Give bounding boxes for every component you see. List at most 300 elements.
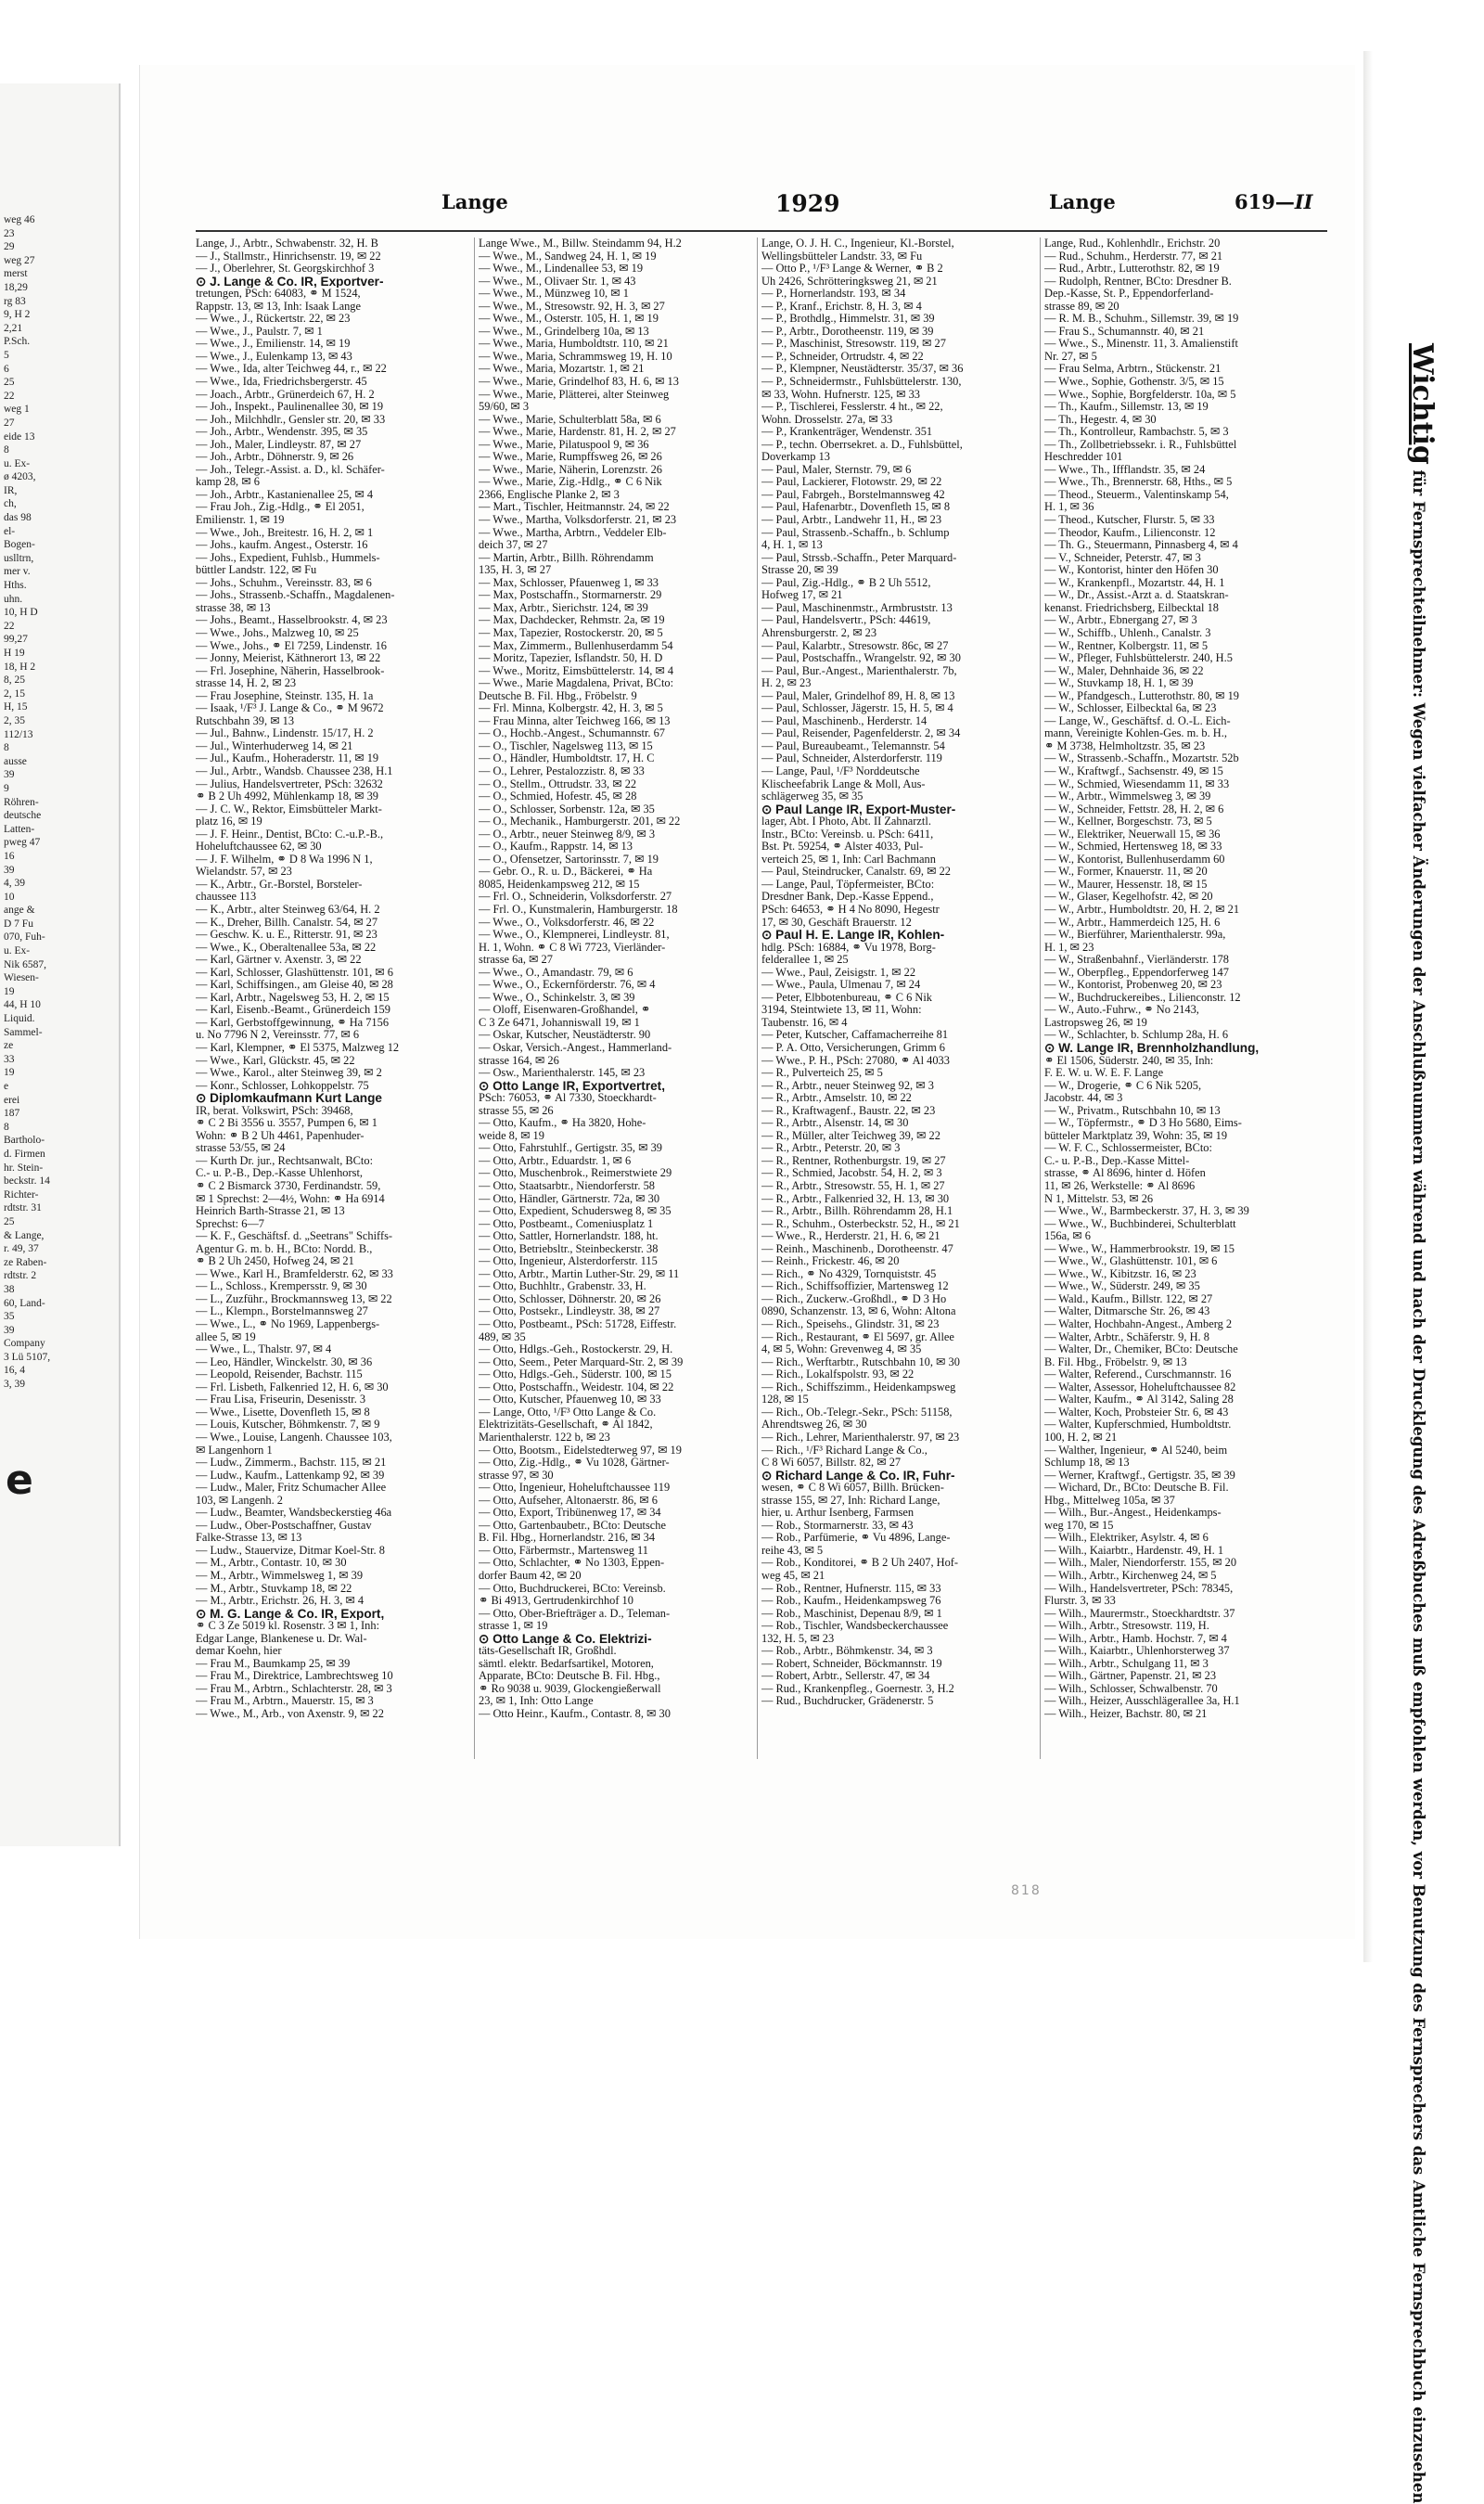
directory-entry: H. 1, ✉ 36 bbox=[1044, 501, 1094, 514]
directory-entry: — W., Arbtr., Ebnergang 27, ✉ 3 bbox=[1044, 614, 1197, 627]
directory-entry: — M., Arbtr., Stuvkamp 18, ✉ 22 bbox=[196, 1582, 352, 1595]
notice-body: für Fernsprechteilnehmer: Wegen vielfacher Änderungen der Anschlußnummern während und nach der Drucklegung des Adreßbuches muß empfohlen werden, vor Benutzung des Fernsprechers das Amtliche Fernsprechbuch einzusehen bbox=[1410, 469, 1427, 2504]
directory-entry: 103, ✉ Langenh. 2 bbox=[196, 1494, 284, 1507]
directory-entry: IR, berat. Volkswirt, PSch: 39468, bbox=[196, 1104, 353, 1117]
directory-entry: — P., Hornerlandstr. 193, ✉ 34 bbox=[761, 288, 906, 301]
directory-entry: — Isaak, ¹/F³ J. Lange & Co., ⚭ M 9672 bbox=[196, 702, 384, 715]
previous-page-fragment: ze Raben- bbox=[4, 1256, 47, 1268]
directory-entry: — Otto, Betriebsltr., Steinbeckerstr. 38 bbox=[479, 1242, 659, 1255]
directory-entry: — Lange, Paul, ¹/F³ Norddeutsche bbox=[761, 764, 920, 777]
directory-entry: Flurstr. 3, ✉ 33 bbox=[1044, 1595, 1116, 1608]
directory-entry: — W., Pfleger, Fuhlsbüttelerstr. 240, H.5 bbox=[1044, 652, 1233, 665]
directory-entry: 11, ✉ 26, Werkstelle: ⚭ Al 8696 bbox=[1044, 1180, 1196, 1193]
directory-entry: — Peter, Elbbotenbureau, ⚭ C 6 Nik bbox=[761, 991, 933, 1004]
directory-entry: — Geschw. K. u. E., Ritterstr. 91, ✉ 23 bbox=[196, 929, 377, 942]
directory-entry: — Wwe., J., Emilienstr. 14, ✉ 19 bbox=[196, 338, 351, 351]
directory-entry: — Lange, Paul, Töpfermeister, BCto: bbox=[761, 878, 935, 891]
directory-entry: — Wwe., Marie, Zig.-Hdlg., ⚭ C 6 Nik bbox=[479, 476, 662, 489]
previous-page-fragment: 25 bbox=[4, 1215, 15, 1227]
previous-page-fragment: 070, Fuh- bbox=[4, 931, 45, 944]
header-page-number: 619—II bbox=[1235, 190, 1313, 213]
directory-entry: — Kurth Dr. jur., Rechtsanwalt, BCto: bbox=[196, 1154, 374, 1167]
directory-entry: — Wwe., Marie, Hardenstr. 81, H. 2, ✉ 27 bbox=[479, 426, 676, 439]
directory-entry: — Otto, Kaufm., ⚭ Ha 3820, Hohe- bbox=[479, 1117, 646, 1130]
directory-entry: — P., Krankenträger, Wendenstr. 351 bbox=[761, 426, 933, 439]
directory-entry: — Wwe., Marie Magdalena, Privat, BCto: bbox=[479, 677, 674, 690]
directory-entry: strasse 164, ✉ 26 bbox=[479, 1054, 559, 1067]
directory-entry: — Wilh., Maler, Niendorferstr. 155, ✉ 20 bbox=[1044, 1557, 1237, 1570]
directory-entry: — Rud., Arbtr., Lutterothstr. 82, ✉ 19 bbox=[1044, 263, 1220, 276]
directory-entry: — Wwe., Karol., alter Steinweg 39, ✉ 2 bbox=[196, 1067, 382, 1080]
directory-entry: weg 45, ✉ 21 bbox=[761, 1569, 825, 1582]
directory-entry: — Rich., Speisehs., Glindstr. 31, ✉ 23 bbox=[761, 1318, 940, 1331]
directory-entry: — O., Lehrer, Pestalozzistr. 8, ✉ 33 bbox=[479, 764, 645, 777]
directory-entry: — Otto, Ingenieur, Hoheluftchaussee 119 bbox=[479, 1482, 671, 1495]
directory-entry: — Otto, Staatsarbtr., Niendorferstr. 58 bbox=[479, 1180, 655, 1193]
directory-entry: — Rich., Zuckerw.-Großhdl., ⚭ D 3 Ho bbox=[761, 1292, 947, 1305]
directory-entry: — Paul, Fabrgeh., Borstelmannsweg 42 bbox=[761, 488, 945, 501]
directory-entry: — W., Schmied, Wiesendamm 11, ✉ 33 bbox=[1044, 777, 1230, 790]
directory-entry: — Wwe., M., Osterstr. 105, H. 1, ✉ 19 bbox=[479, 313, 659, 326]
directory-entry: C.- u. P.-B., Dep.-Kasse Mittel- bbox=[1044, 1154, 1190, 1167]
directory-entry: — Rud., Schuhm., Herderstr. 77, ✉ 21 bbox=[1044, 250, 1223, 263]
directory-entry: kenanst. Friedrichsberg, Eilbecktal 18 bbox=[1044, 601, 1219, 614]
previous-page-fragment: 16 bbox=[4, 850, 15, 862]
directory-entry: — Joh., Maler, Lindleystr. 87, ✉ 27 bbox=[196, 438, 362, 451]
directory-entry: felderallee 1, ✉ 25 bbox=[761, 954, 849, 967]
directory-entry: — O., Händler, Humboldtstr. 17, H. C bbox=[479, 752, 655, 765]
directory-entry: — Gebr. O., R. u. D., Bäckerei, ⚭ Ha bbox=[479, 866, 653, 879]
vertical-notice bbox=[1401, 343, 1439, 2504]
directory-entry: ⚭ Ro 9038 u. 9039, Glockengießerwall bbox=[479, 1682, 661, 1695]
directory-entry: — W., Töpfermstr., ⚭ D 3 Ho 5680, Eims- bbox=[1044, 1117, 1242, 1130]
directory-entry: ⚭ El 1506, Süderstr. 240, ✉ 35, Inh: bbox=[1044, 1054, 1214, 1067]
directory-entry: — Rudolph, Rentner, BCto: Dresdner B. bbox=[1044, 275, 1232, 288]
directory-entry: — Ludw., Maler, Fritz Schumacher Allee bbox=[196, 1482, 387, 1495]
directory-entry: B. Fil. Hbg., Fröbelstr. 9, ✉ 13 bbox=[1044, 1355, 1187, 1368]
directory-entry: — Frau M., Arbtrn., Schlachterstr. 28, ✉ 3 bbox=[196, 1682, 392, 1695]
previous-page-fragment: erei bbox=[4, 1094, 20, 1106]
previous-page-fragment: 25 bbox=[4, 377, 15, 389]
directory-entry: — Theod., Steuerm., Valentinskamp 54, bbox=[1044, 488, 1229, 501]
directory-entry: — Th., Zollbetriebssekr. i. R., Fuhlsbüttel bbox=[1044, 438, 1237, 451]
directory-entry: — Rich., Ob.-Telegr.-Sekr., PSch: 51158, bbox=[761, 1406, 953, 1419]
directory-entry: — Rob., Stormarnerstr. 33, ✉ 43 bbox=[761, 1519, 914, 1532]
directory-entry: — Paul, Bureaubeamt., Telemannstr. 54 bbox=[761, 739, 945, 752]
directory-entry: — Wwe., L., ⚭ No 1969, Lappenbergs- bbox=[196, 1318, 380, 1331]
directory-entry: — Robert, Arbtr., Sellerstr. 47, ✉ 34 bbox=[761, 1670, 930, 1683]
previous-page-fragment: deutsche bbox=[4, 810, 42, 822]
previous-page-fragments bbox=[0, 83, 119, 1392]
directory-entry: — Wwe., M., Lindenallee 53, ✉ 19 bbox=[479, 263, 644, 276]
directory-entry: — Wwe., Louise, Langenh. Chaussee 103, bbox=[196, 1431, 392, 1444]
directory-entry: — Rich., Lokalfspolstr. 93, ✉ 22 bbox=[761, 1368, 915, 1381]
directory-entry: — Paul, Maschinenb., Herderstr. 14 bbox=[761, 714, 928, 727]
previous-page-fragment: eide 13 bbox=[4, 430, 35, 443]
directory-entry: — Ludw., Stauervize, Ditmar Koel-Str. 8 bbox=[196, 1544, 385, 1557]
directory-entry: — R., Arbtr., neuer Steinweg 92, ✉ 3 bbox=[761, 1079, 934, 1092]
directory-entry: — Osw., Marienthalerstr. 145, ✉ 23 bbox=[479, 1067, 646, 1080]
directory-entry: 8085, Heidenkampsweg 212, ✉ 15 bbox=[479, 878, 640, 891]
previous-page-large-letter: e bbox=[6, 1457, 33, 1504]
directory-entry: — Paul, Bur.-Angest., Marienthalerstr. 7b, bbox=[761, 664, 957, 677]
directory-entry: — Paul, Maschinenmstr., Armbruststr. 13 bbox=[761, 601, 953, 614]
directory-entry: — Otto, Sattler, Hornerlandstr. 188, ht. bbox=[479, 1230, 659, 1243]
directory-entry: — O., Tischler, Nagelsweg 113, ✉ 15 bbox=[479, 739, 653, 752]
directory-entry: — W., Glaser, Kegelhofstr. 42, ✉ 20 bbox=[1044, 891, 1213, 904]
directory-entry: allee 5, ✉ 19 bbox=[196, 1330, 256, 1343]
directory-entry: 489, ✉ 35 bbox=[479, 1330, 526, 1343]
directory-entry: — O., Mechanik., Hamburgerstr. 201, ✉ 22 bbox=[479, 815, 681, 828]
previous-page-fragment: 22 bbox=[4, 390, 15, 402]
directory-entry: — Johs., Strassenb.-Schaffn., Magdalenen- bbox=[196, 589, 395, 602]
directory-entry: Deutsche B. Fil. Hbg., Fröbelstr. 9 bbox=[479, 689, 637, 702]
previous-page-fragment: Sammel- bbox=[4, 1026, 43, 1038]
directory-entry: — Otto, Postsekr., Lindleystr. 38, ✉ 27 bbox=[479, 1305, 660, 1318]
directory-entry: — Paul, Maler, Sternstr. 79, ✉ 6 bbox=[761, 463, 912, 476]
directory-entry: — Wwe., Paula, Ulmenau 7, ✉ 24 bbox=[761, 979, 921, 992]
directory-entry: — Wwe., J., Paulstr. 7, ✉ 1 bbox=[196, 325, 323, 338]
directory-entry: — Oloff, Eisenwaren-Großhandel, ⚭ bbox=[479, 1004, 651, 1017]
directory-entry: tretungen, PSch: 64083, ⚭ M 1524, bbox=[196, 288, 361, 301]
previous-page-fragment: 2,21 bbox=[4, 322, 23, 334]
directory-entry: — Otto, Muschenbrok., Reimerstwiete 29 bbox=[479, 1167, 672, 1180]
directory-entry: — Rob., Tischler, Wandsbeckerchaussee bbox=[761, 1620, 949, 1633]
directory-entry: — W., Pfandgesch., Lutterothstr. 80, ✉ 19 bbox=[1044, 689, 1239, 702]
directory-entry: weide 8, ✉ 19 bbox=[479, 1129, 544, 1142]
directory-entry: — Konr., Schlosser, Lohkoppelstr. 75 bbox=[196, 1079, 369, 1092]
previous-page-fragment: rdtstr. 31 bbox=[4, 1202, 42, 1214]
directory-entry: — Th. G., Steuermann, Pinnasberg 4, ✉ 4 bbox=[1044, 539, 1238, 552]
directory-entry: strasse, ⚭ Al 8696, hinter d. Höfen bbox=[1044, 1167, 1206, 1180]
directory-entry: — Wald., Kaufm., Billstr. 122, ✉ 27 bbox=[1044, 1292, 1213, 1305]
directory-entry: — Rob., Maschinist, Depenau 8/9, ✉ 1 bbox=[761, 1607, 942, 1620]
previous-page-fragment: P.Sch. bbox=[4, 336, 31, 348]
directory-entry: — Joh., Arbtr., Döhnerstr. 9, ✉ 26 bbox=[196, 451, 354, 464]
directory-entry: — Wwe., Joh., Breitestr. 16, H. 2, ✉ 1 bbox=[196, 526, 374, 539]
directory-entry: PSch: 64653, ⚭ H 4 No 8090, Hegestr bbox=[761, 903, 940, 916]
directory-entry: — R., Pulverteich 25, ✉ 5 bbox=[761, 1067, 883, 1080]
directory-entry: — Wilh., Heizer, Ausschlägerallee 3a, H.1 bbox=[1044, 1695, 1240, 1708]
directory-entry: — Frau S., Schumannstr. 40, ✉ 21 bbox=[1044, 325, 1205, 338]
directory-entry: C 8 Wi 6057, Billstr. 82, ✉ 27 bbox=[761, 1457, 902, 1470]
previous-page-fragment: das 98 bbox=[4, 512, 32, 524]
directory-entry: — W., Dr., Assist.-Arzt a. d. Staatskran- bbox=[1044, 589, 1229, 602]
directory-entry: — W., Kraftwgf., Sachsenstr. 49, ✉ 15 bbox=[1044, 764, 1223, 777]
directory-entry: Hofweg 17, ✉ 21 bbox=[761, 589, 843, 602]
previous-page-fragment: 27 bbox=[4, 417, 15, 429]
directory-entry: — Rob., Kaufm., Heidenkampsweg 76 bbox=[761, 1595, 941, 1608]
directory-entry: — Otto, Buchdruckerei, BCto: Vereinsb. bbox=[479, 1582, 666, 1595]
directory-entry: — Wwe., M., Münzweg 10, ✉ 1 bbox=[479, 288, 629, 301]
directory-entry: — Frau M., Baumkamp 25, ✉ 39 bbox=[196, 1657, 351, 1670]
previous-page-fragment: ze bbox=[4, 1040, 14, 1052]
previous-page-fragment: 39 bbox=[4, 1324, 15, 1336]
previous-page-fragment: 60, Land- bbox=[4, 1297, 45, 1309]
directory-entry: ⊙ Paul Lange IR, Export-Muster- bbox=[761, 803, 956, 816]
directory-entry: — Lange, Otto, ¹/F³ Otto Lange & Co. bbox=[479, 1406, 657, 1419]
directory-entry: strasse 53/55, ✉ 24 bbox=[196, 1142, 286, 1155]
directory-entry: N 1, Mittelstr. 53, ✉ 26 bbox=[1044, 1192, 1154, 1205]
directory-entry: — W., Kellner, Borgeschstr. 73, ✉ 5 bbox=[1044, 815, 1212, 828]
previous-page-fragment: pweg 47 bbox=[4, 837, 41, 849]
directory-entry: — Wwe., O., Schinkelstr. 3, ✉ 39 bbox=[479, 991, 635, 1004]
previous-page-fragment: D 7 Fu bbox=[4, 918, 33, 930]
directory-entry: — W., Bierführer, Marienthalerstr. 99a, bbox=[1044, 929, 1226, 942]
previous-page-fragment: 18, H 2 bbox=[4, 661, 36, 673]
directory-entry: 4, ✉ 5, Wohn: Grevenweg 4, ✉ 35 bbox=[761, 1343, 922, 1356]
directory-entry: — Wwe., Moritz, Eimsbüttelerstr. 14, ✉ 4 bbox=[479, 664, 674, 677]
directory-entry: — Rob., Konditorei, ⚭ B 2 Uh 2407, Hof- bbox=[761, 1557, 959, 1570]
directory-entry: — P., Brothdlg., Himmelstr. 31, ✉ 39 bbox=[761, 313, 935, 326]
directory-entry: — Joh., Arbtr., Wendenstr. 395, ✉ 35 bbox=[196, 426, 368, 439]
directory-entry: — Wilh., Kaiarbtr., Uhlenhorsterweg 37 bbox=[1044, 1645, 1230, 1658]
directory-entry: ⚭ Bi 4913, Gertrudenkirchhof 10 bbox=[479, 1595, 633, 1608]
directory-entry: strasse 55, ✉ 26 bbox=[479, 1104, 554, 1117]
directory-entry: platz 16, ✉ 19 bbox=[196, 815, 262, 828]
directory-entry: — Wwe., M., Arb., von Axenstr. 9, ✉ 22 bbox=[196, 1707, 384, 1720]
directory-entry: mann, Vereinigte Kohlen-Ges. m. b. H., bbox=[1044, 727, 1227, 740]
directory-entry: Ahrensburgerstr. 2, ✉ 23 bbox=[761, 626, 877, 639]
directory-entry: — R., Arbtr., Amselstr. 10, ✉ 22 bbox=[761, 1092, 912, 1105]
directory-entry: — Walter, Kupferschmied, Humboldtstr. bbox=[1044, 1419, 1232, 1432]
directory-entry: — Karl, Gärtner v. Axenstr. 3, ✉ 22 bbox=[196, 954, 362, 967]
directory-entry: sämtl. elektr. Bedarfsartikel, Motoren, bbox=[479, 1657, 654, 1670]
directory-entry: — O., Arbtr., neuer Steinweg 8/9, ✉ 3 bbox=[479, 828, 656, 841]
directory-entry: — Frau M., Arbtrn., Mauerstr. 15, ✉ 3 bbox=[196, 1695, 374, 1708]
previous-page-fragment: 3, 39 bbox=[4, 1379, 25, 1391]
directory-entry: — Otto P., ¹/F³ Lange & Werner, ⚭ B 2 bbox=[761, 263, 943, 276]
directory-entry: 2366, Englische Planke 2, ✉ 3 bbox=[479, 488, 620, 501]
directory-entry: — Paul, Handelsvertr., PSch: 44619, bbox=[761, 614, 931, 627]
previous-page-fragment: Röhren- bbox=[4, 796, 39, 808]
directory-entry: — Wwe., M., Olivaer Str. 1, ✉ 43 bbox=[479, 275, 636, 288]
directory-entry: — R., Müller, alter Teichweg 39, ✉ 22 bbox=[761, 1129, 940, 1142]
directory-entry: ⚭ B 2 Uh 2450, Hofweg 24, ✉ 21 bbox=[196, 1255, 354, 1268]
directory-entry: — Walter, Koch, Probsteier Str. 6, ✉ 43 bbox=[1044, 1406, 1229, 1419]
previous-page-fragment: 8, 25 bbox=[4, 674, 25, 687]
directory-entry: — R., Kraftwagenf., Baustr. 22, ✉ 23 bbox=[761, 1104, 936, 1117]
directory-entry: — Otto, Schlachter, ⚭ No 1303, Eppen- bbox=[479, 1557, 665, 1570]
directory-entry: — Otto, Fahrstuhlf., Gertigstr. 35, ✉ 39 bbox=[479, 1142, 662, 1155]
directory-entry: — Otto Heinr., Kaufm., Contastr. 8, ✉ 30 bbox=[479, 1707, 671, 1720]
directory-entry: — Frau Josephine, Steinstr. 135, H. 1a bbox=[196, 689, 374, 702]
directory-entry: ✉ Langenhorn 1 bbox=[196, 1444, 273, 1457]
previous-page-fragment: 187 bbox=[4, 1108, 20, 1120]
directory-entry: — W., Oberpfleg., Eppendorferweg 147 bbox=[1044, 966, 1229, 979]
directory-entry: 132, H. 5, ✉ 23 bbox=[761, 1632, 835, 1645]
directory-entry: — Otto, Arbtr., Eduardstr. 1, ✉ 6 bbox=[479, 1154, 632, 1167]
directory-entry: — Paul, Strssb.-Schaffn., Peter Marquard- bbox=[761, 551, 957, 564]
directory-entry: — Wwe., R., Herderstr. 21, H. 6, ✉ 21 bbox=[761, 1230, 940, 1243]
previous-page-fragment: 19 bbox=[4, 985, 15, 997]
directory-entry: — Wwe., Martha, Volksdorferstr. 21, ✉ 23 bbox=[479, 514, 677, 527]
directory-entry: — Karl, Klempner, ⚭ El 5375, Malzweg 12 bbox=[196, 1042, 400, 1054]
directory-entry: — W., Arbtr., Wimmelsweg 3, ✉ 39 bbox=[1044, 790, 1211, 803]
directory-entry: — Otto, Händler, Gärtnerstr. 72a, ✉ 30 bbox=[479, 1192, 660, 1205]
directory-entry: — Frau Minna, alter Teichweg 166, ✉ 13 bbox=[479, 714, 671, 727]
previous-page-fragment: 29 bbox=[4, 241, 15, 253]
directory-entry: Heschredder 101 bbox=[1044, 451, 1123, 464]
directory-entry: u. No 7796 N 2, Vereinsstr. 77, ✉ 6 bbox=[196, 1029, 360, 1042]
directory-entry: — P., Maschinist, Stresowstr. 119, ✉ 27 bbox=[761, 338, 946, 351]
directory-entry: ⊙ J. Lange & Co. IR, Exportver- bbox=[196, 275, 384, 289]
directory-entry: — R., Arbtr., Stresowstr. 55, H. 1, ✉ 27 bbox=[761, 1180, 945, 1193]
directory-entry: — Wilh., Kaiarbtr., Hardenstr. 49, H. 1 bbox=[1044, 1544, 1224, 1557]
directory-entry: — Wwe., O., Amandastr. 79, ✉ 6 bbox=[479, 966, 633, 979]
directory-entry: Hoheluftchaussee 62, ✉ 30 bbox=[196, 841, 322, 854]
directory-entry: — Otto, Buchhltr., Grabenstr. 33, H. bbox=[479, 1280, 646, 1293]
directory-entry: — W., Schmied, Hertensweg 18, ✉ 33 bbox=[1044, 841, 1222, 854]
directory-entry: — Wwe., M., Stresowstr. 92, H. 3, ✉ 27 bbox=[479, 300, 665, 313]
directory-entry: — Wwe., W., Buchbinderei, Schulterblatt bbox=[1044, 1217, 1236, 1230]
directory-entry: — Wwe., Sophie, Borgfelderstr. 10a, ✉ 5 bbox=[1044, 388, 1236, 401]
directory-entry: strasse 1, ✉ 19 bbox=[479, 1620, 548, 1633]
directory-entry: ⚭ B 2 Uh 4992, Mühlenkamp 18, ✉ 39 bbox=[196, 790, 378, 803]
directory-entry: Falke-Strasse 13, ✉ 13 bbox=[196, 1532, 302, 1545]
directory-entry: reihe 43, ✉ 5 bbox=[761, 1544, 824, 1557]
directory-entry: — Rob., Parfümerie, ⚭ Vu 4896, Lange- bbox=[761, 1532, 951, 1545]
directory-entry: — Rud., Buchdrucker, Grädenerstr. 5 bbox=[761, 1695, 934, 1708]
directory-entry: — Otto, Bootsm., Eidelstedterweg 97, ✉ 19 bbox=[479, 1444, 682, 1457]
directory-entry: — W., Schlosser, Eilbecktal 6a, ✉ 23 bbox=[1044, 702, 1217, 715]
directory-entry: — Johs., Expedient, Fuhlsb., Hummels- bbox=[196, 551, 380, 564]
directory-entry: — K. F., Geschäftsf. d. „Seetrans" Schiffs- bbox=[196, 1230, 393, 1243]
directory-entry: — Wichard, Dr., BCto: Deutsche B. Fil. bbox=[1044, 1482, 1229, 1495]
directory-entry: Hbg., Mittelweg 105a, ✉ 37 bbox=[1044, 1494, 1175, 1507]
directory-entry: — Paul, Kalarbtr., Stresowstr. 86c, ✉ 27 bbox=[761, 639, 949, 652]
directory-entry: — Wwe., Johs., ⚭ El 7259, Lindenstr. 16 bbox=[196, 639, 387, 652]
directory-entry: — Theod., Kutscher, Flurstr. 5, ✉ 33 bbox=[1044, 514, 1215, 527]
directory-entry: — Wwe., O., Klempnerei, Lindleystr. 81, bbox=[479, 929, 670, 942]
directory-entry: — Paul, Strassenb.-Schaffn., b. Schlump bbox=[761, 526, 950, 539]
directory-entry: — Th., Kontrolleur, Rambachstr. 5, ✉ 3 bbox=[1044, 426, 1229, 439]
previous-page-fragment: weg 46 bbox=[4, 214, 35, 225]
directory-entry: — O., Ofensetzer, Sartorinsstr. 7, ✉ 19 bbox=[479, 853, 659, 866]
directory-entry: — Johs., Beamt., Hasselbrookstr. 4, ✉ 23 bbox=[196, 614, 388, 627]
previous-page-fragment: Bartholo- bbox=[4, 1135, 45, 1147]
directory-entry: — Oskar, Kutscher, Neustädterstr. 90 bbox=[479, 1029, 651, 1042]
previous-page-fragment: rdtstr. 2 bbox=[4, 1270, 37, 1282]
directory-entry: — Wwe., Lisette, Dovenfleth 15, ✉ 8 bbox=[196, 1406, 370, 1419]
directory-entry: — Otto, Ober-Briefträger a. D., Teleman- bbox=[479, 1607, 671, 1620]
directory-entry: — Paul, Arbtr., Landwehr 11, H., ✉ 23 bbox=[761, 514, 942, 527]
directory-entry: — Joh., Inspekt., Paulinenallee 30, ✉ 19 bbox=[196, 401, 384, 414]
directory-entry: Wohn: ⚭ B 2 Uh 4461, Papenhuder- bbox=[196, 1129, 365, 1142]
directory-entry: 17, ✉ 30, Geschäft Brauerstr. 12 bbox=[761, 916, 912, 929]
directory-entry: — Otto, Hdlgs.-Geh., Rostockerstr. 29, H. bbox=[479, 1343, 673, 1356]
previous-page-fragment: ausse bbox=[4, 755, 27, 767]
directory-entry: — Frau Joh., Zig.-Hdlg., ⚭ El 2051, bbox=[196, 501, 365, 514]
directory-entry: Lange Wwe., M., Billw. Steindamm 94, H.2 bbox=[479, 238, 682, 250]
directory-entry: — L., Zuzführ., Brockmannsweg 13, ✉ 22 bbox=[196, 1292, 392, 1305]
previous-page-fragment: 39 bbox=[4, 769, 15, 781]
directory-entry: — Wilh., Elektriker, Asylstr. 4, ✉ 6 bbox=[1044, 1532, 1209, 1545]
directory-entry: weg 170, ✉ 15 bbox=[1044, 1519, 1114, 1532]
directory-entry: — Martin, Arbtr., Billh. Röhrendamm bbox=[479, 551, 654, 564]
directory-entry: — Otto, Zig.-Hdlg., ⚭ Vu 1028, Gärtner- bbox=[479, 1457, 670, 1470]
directory-entry: — W., Stuvkamp 18, H. 1, ✉ 39 bbox=[1044, 677, 1194, 690]
previous-page-fragment: 8 bbox=[4, 444, 9, 456]
directory-entry: Wellingsbütteler Landstr. 33, ✉ Fu bbox=[761, 250, 923, 263]
directory-entry: 100, H. 2, ✉ 21 bbox=[1044, 1431, 1118, 1444]
header-rule bbox=[196, 230, 1327, 232]
directory-entry: — Wwe., O., Eckernförderstr. 76, ✉ 4 bbox=[479, 979, 656, 992]
directory-entry: ⊙ W. Lange IR, Brennholzhandlung, bbox=[1044, 1042, 1260, 1055]
previous-page-fragment: 44, H 10 bbox=[4, 999, 41, 1011]
directory-entry: — Walter, Arbtr., Schäferstr. 9, H. 8 bbox=[1044, 1330, 1209, 1343]
previous-page-fragment: 8 bbox=[4, 1121, 9, 1133]
directory-entry: — Wwe., Maria, Mozartstr. 1, ✉ 21 bbox=[479, 363, 645, 376]
directory-entry: — Otto, Arbtr., Martin Luther-Str. 29, ✉ 11 bbox=[479, 1267, 680, 1280]
directory-entry: — Johs., Schuhm., Vereinsstr. 83, ✉ 6 bbox=[196, 576, 372, 589]
page-spine-shadow bbox=[1363, 51, 1373, 1962]
directory-entry: — R., Arbtr., Alsenstr. 14, ✉ 30 bbox=[761, 1117, 909, 1130]
previous-page-fragment: weg 27 bbox=[4, 254, 35, 266]
previous-page-fragment: beckstr. 14 bbox=[4, 1175, 50, 1188]
directory-entry: — Frl. Josephine, Näherin, Hasselbrook- bbox=[196, 664, 385, 677]
directory-entry: Dresdner Bank, Dep.-Kasse Eppend., bbox=[761, 891, 934, 904]
directory-entry: — Th., Kaufm., Sillemstr. 13, ✉ 19 bbox=[1044, 401, 1209, 414]
directory-entry: Bst. Pt. 59254, ⚭ Alster 4033, Pul- bbox=[761, 841, 924, 854]
directory-entry: — O., Stellm., Ottrudstr. 33, ✉ 22 bbox=[479, 777, 637, 790]
directory-entry: — Wwe., Marie, Schulterblatt 58a, ✉ 6 bbox=[479, 413, 661, 426]
directory-entry: — Karl, Schlosser, Glashüttenstr. 101, ✉ 6 bbox=[196, 966, 393, 979]
directory-entry: — W., Buchdruckereibes., Lilienconstr. 12 bbox=[1044, 991, 1241, 1004]
directory-entry: täts-Gesellschaft IR, Großhdl. bbox=[479, 1645, 617, 1658]
directory-entry: — Walter, Assessor, Hoheluftchaussee 82 bbox=[1044, 1380, 1236, 1393]
directory-entry: — R., Arbtr., Billh. Röhrendamm 28, H.1 bbox=[761, 1205, 953, 1218]
previous-page-fragment: u. Ex- bbox=[4, 457, 31, 469]
directory-entry: — Frl. Lisbeth, Falkenried 12, H. 6, ✉ 30 bbox=[196, 1380, 389, 1393]
directory-entry: bütteler Marktplatz 39, Wohn: 35, ✉ 19 bbox=[1044, 1129, 1228, 1142]
directory-entry: — Wwe., Marie, Näherin, Lorenzstr. 26 bbox=[479, 463, 662, 476]
directory-entry: lager, Abt. I Photo, Abt. II Zahnarztl. bbox=[761, 815, 931, 828]
directory-entry: — Paul, Maler, Grindelhof 89, H. 8, ✉ 13 bbox=[761, 689, 955, 702]
directory-entry: 23, ✉ 1, Inh: Otto Lange bbox=[479, 1695, 594, 1708]
directory-entry: — J. F. Wilhelm, ⚭ D 8 Wa 1996 N 1, bbox=[196, 853, 373, 866]
directory-entry: chaussee 113 bbox=[196, 891, 257, 904]
previous-page-fragment: 99,27 bbox=[4, 634, 28, 646]
directory-entry: — Otto, Hdlgs.-Geh., Süderstr. 100, ✉ 15 bbox=[479, 1368, 672, 1381]
directory-entry: ✉ 1 Sprechst: 2—4½, Wohn: ⚭ Ha 6914 bbox=[196, 1192, 385, 1205]
directory-entry: — W. F. C., Schlossermeister, BCto: bbox=[1044, 1142, 1212, 1155]
directory-entry: Marienthalerstr. 122 b, ✉ 23 bbox=[479, 1431, 610, 1444]
directory-entry: — Wwe., Martha, Arbtrn., Veddeler Elb- bbox=[479, 526, 667, 539]
directory-entry: — K., Arbtr., Gr.-Borstel, Borsteler- bbox=[196, 878, 363, 891]
directory-entry: — Max, Dachdecker, Rehmstr. 2a, ✉ 19 bbox=[479, 614, 665, 627]
directory-entry: Rutschbahn 39, ✉ 13 bbox=[196, 714, 295, 727]
directory-entry: — P., Schneider, Ortrudstr. 4, ✉ 22 bbox=[761, 350, 924, 363]
directory-entry: 135, H. 3, ✉ 27 bbox=[479, 564, 552, 577]
directory-entry: ⚭ M 3738, Helmholtzstr. 35, ✉ 23 bbox=[1044, 739, 1206, 752]
directory-entry: — Wwe., Johs., Malzweg 10, ✉ 25 bbox=[196, 626, 359, 639]
directory-entry: — W., Drogerie, ⚭ C 6 Nik 5205, bbox=[1044, 1079, 1202, 1092]
directory-entry: Dep.-Kasse, St. P., Eppendorferland- bbox=[1044, 288, 1214, 301]
directory-entry: — Ludw., Beamter, Wandsbeckerstieg 46a bbox=[196, 1507, 392, 1520]
directory-entry: — J., Stallmstr., Hinrichsenstr. 19, ✉ 22 bbox=[196, 250, 381, 263]
directory-entry: — Wwe., S., Minenstr. 11, 3. Amalienstift bbox=[1044, 338, 1238, 351]
directory-entry: — Paul, Reisender, Pagenfelderstr. 2, ✉ 34 bbox=[761, 727, 961, 740]
directory-entry: — Karl, Arbtr., Nagelsweg 53, H. 2, ✉ 15 bbox=[196, 991, 390, 1004]
directory-entry: — M., Arbtr., Wimmelsweg 1, ✉ 39 bbox=[196, 1569, 364, 1582]
directory-entry: 0890, Schanzenstr. 13, ✉ 6, Wohn: Altona bbox=[761, 1305, 956, 1318]
directory-entry: kamp 28, ✉ 6 bbox=[196, 476, 260, 489]
directory-entry: büttler Landstr. 122, ✉ Fu bbox=[196, 564, 317, 577]
directory-entry: — Otto, Expedient, Schudersweg 8, ✉ 35 bbox=[479, 1205, 672, 1218]
directory-entry: — Paul, Hafenarbtr., Dovenfleth 15, ✉ 8 bbox=[761, 501, 951, 514]
directory-entry: — R., Schuhm., Osterbeckstr. 52, H., ✉ 21 bbox=[761, 1217, 960, 1230]
